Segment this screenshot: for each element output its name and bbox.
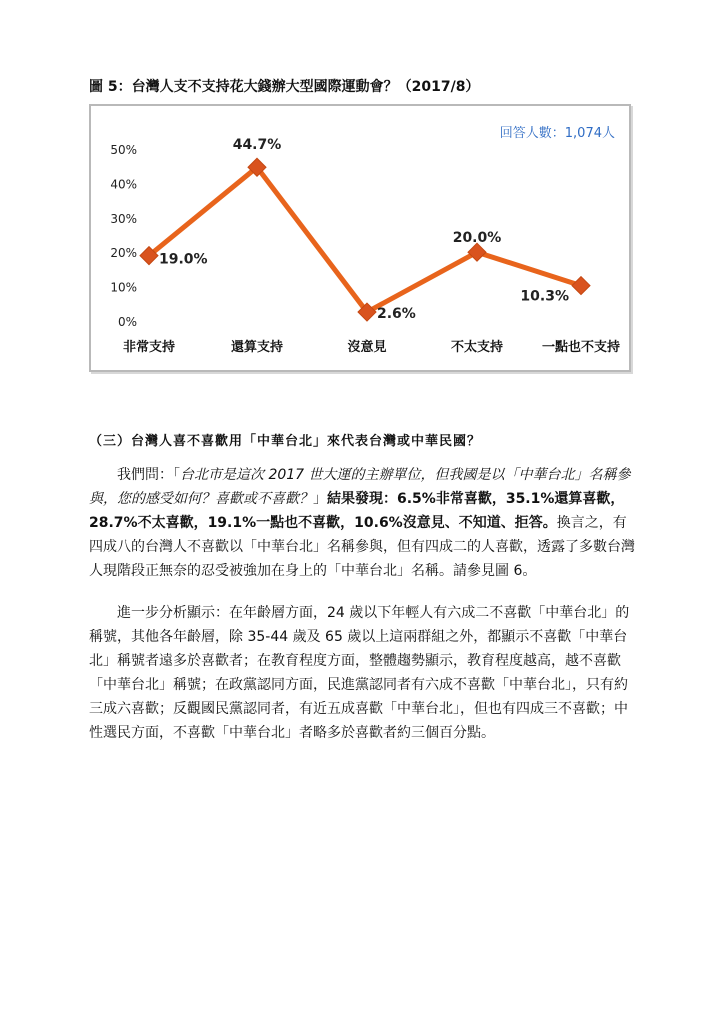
data-label: 10.3% — [520, 288, 569, 305]
survey-results: 結果發現：6.5%非常喜歡，35.1%還算喜歡，28.7%不太喜歡，19.1%一點也不喜歡，10.6%沒意見、不知道、拒答。 — [89, 491, 625, 531]
y-tick-label: 20% — [110, 246, 137, 261]
y-tick-label: 50% — [110, 143, 137, 157]
section-heading: （三）台灣人喜不喜歡用「中華台北」來代表台灣或中華民國？ — [89, 434, 482, 449]
figure-caption: 圖 5：台灣人支不支持花大錢辦大型國際運動會？（2017/8） — [89, 79, 480, 95]
data-label: 19.0% — [159, 251, 208, 268]
x-category-label: 沒意見 — [347, 340, 387, 355]
x-category-label: 還算支持 — [230, 340, 284, 355]
chart-svg — [91, 106, 629, 370]
x-category-label: 不太支持 — [450, 340, 504, 355]
series-line — [149, 167, 581, 312]
data-label: 20.0% — [452, 230, 502, 247]
paragraph1-tail: 換言之，有四成八的台灣人不喜歡以「中華台北」名稱參與，但有四成二的人喜歡，透露了多數台灣人現階段正無奈的忍受被強加在身上的「中華台北」名稱。請參見圖 6。 — [89, 515, 635, 579]
survey-question: 台北市是這次 2017 世大運的主辦單位，但我國是以「中華台北」名稱參與，您的感受如何？喜歡或不喜歡？ — [89, 467, 631, 507]
line-chart — [89, 104, 631, 372]
paragraph2-text: 進一步分析顯示：在年齡層方面，24 歲以下年輕人有六成二不喜歡「中華台北」的稱號，其他各年齡層，除 35-44 歲及 65 歲以上這兩群組之外，都顯示不喜歡「中華台北」稱號者遠多於喜歡者；在教育程度方面，整體趨勢顯示，教育程度越高，越不喜歡「中華台北」稱號；在政黨認同方面，民進黨認同者有六成不喜歡「中華台北」，只有約三成六喜歡；反觀國民黨認同者，有近五成喜歡「中華台北」，但也有四成三不喜歡；中性選民方面，不喜歡「中華台北」者略多於喜歡者約三個百分點。 — [89, 605, 630, 741]
data-point-marker — [572, 277, 590, 295]
y-tick-label: 30% — [110, 211, 137, 226]
respondents-label: 回答人數：1,074人 — [499, 126, 615, 141]
y-tick-label: 40% — [110, 177, 137, 192]
y-tick-label: 10% — [110, 280, 137, 295]
paragraph1-close-quote: 」 — [313, 491, 327, 507]
x-category-label: 非常支持 — [122, 340, 176, 355]
y-tick-label: 0% — [117, 315, 137, 329]
x-category-label: 一點也不支持 — [541, 340, 621, 355]
paragraph-survey-question — [89, 463, 637, 583]
data-label: 44.7% — [232, 137, 282, 154]
data-label: 2.6% — [377, 306, 416, 323]
paragraph1-lead: 我們問：「 — [117, 467, 180, 483]
paragraph-analysis — [89, 601, 637, 745]
